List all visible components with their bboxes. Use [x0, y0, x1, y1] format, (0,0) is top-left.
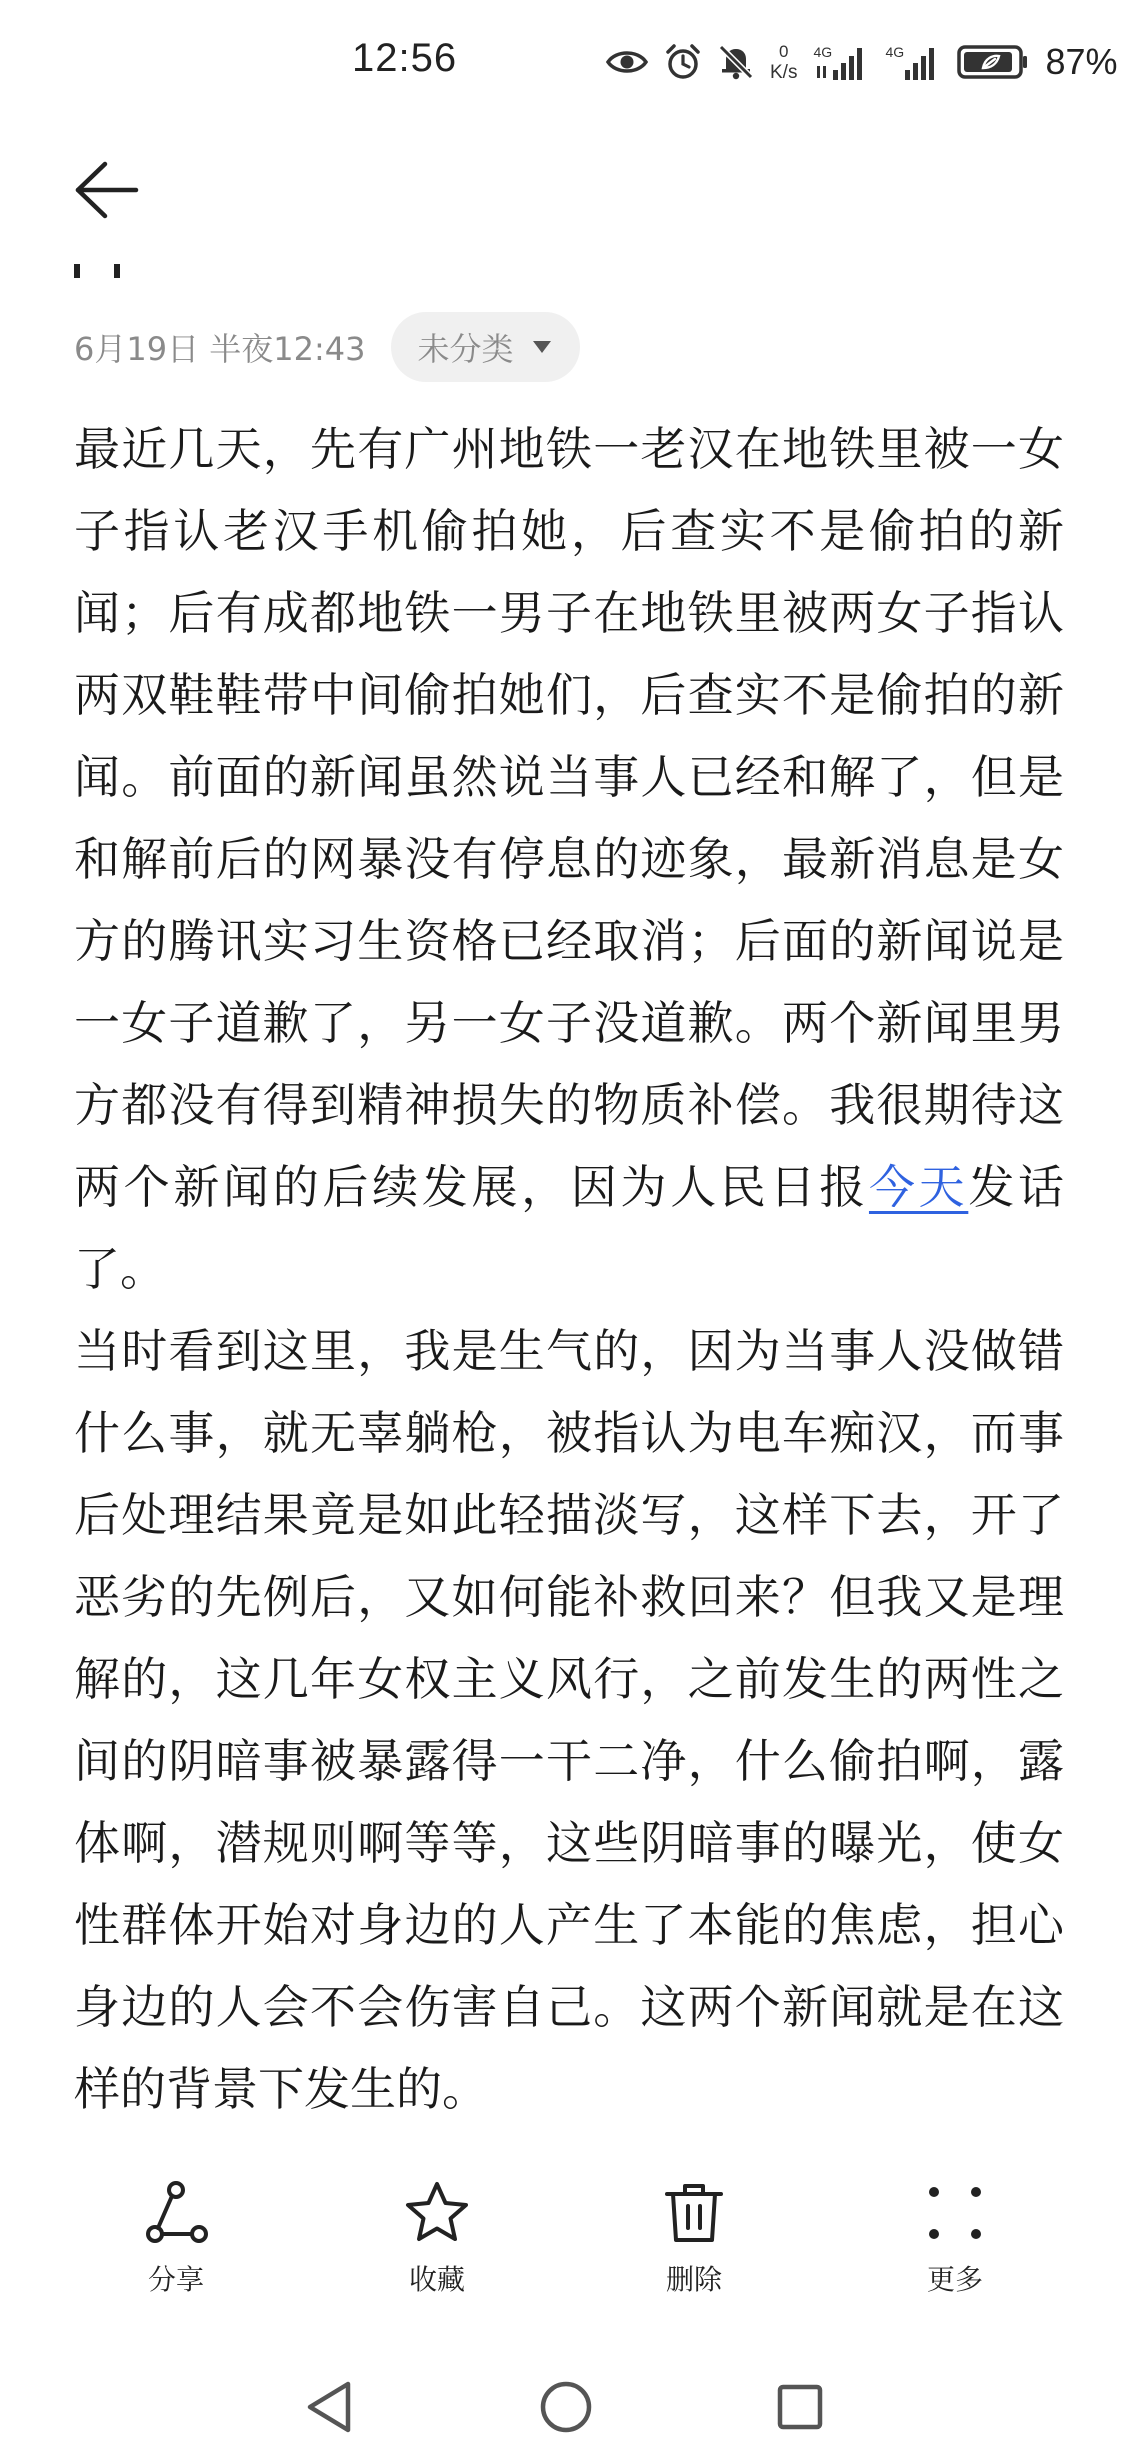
system-nav-bar: [0, 2360, 1133, 2453]
note-body[interactable]: [74, 408, 1064, 2130]
nav-home-circle-icon: [538, 2379, 594, 2435]
signal-icon-sim2: [885, 42, 941, 82]
paragraph-1-text-end: 发话了。: [74, 1160, 1065, 1296]
more-button[interactable]: [875, 2178, 1035, 2298]
network-speed: [770, 43, 797, 82]
sim1-network-tag: 4G: [813, 44, 833, 60]
signal-icon-sim1: [813, 42, 869, 82]
more-dots-icon: [920, 2178, 990, 2248]
note-paragraph-2: 当时看到这里，我是生气的，因为当事人没做错什么事，就无辜躺枪，被指认为电车痴汉，而事后处理结果竟是如此轻描淡写，这样下去，开了恶劣的先例后，又如何能补救回来？但我又是理解的，这几年女权主义风行，之前发生的两性之间的阴暗事被暴露得一干二净，什么偷拍啊，露体啊，潜规则啊等等，这些阴暗事的曝光，使女性群体开始对身边的人产生了本能的焦虑，担心身边的人会不会伤害自己。这两个新闻就是在这样的背景下发生的。: [74, 1324, 1064, 2116]
date-link[interactable]: 今天: [868, 1160, 969, 1214]
network-speed-unit: K/s: [770, 61, 798, 83]
category-selector[interactable]: [391, 312, 579, 382]
favorite-label: 收藏: [408, 2263, 465, 2296]
paragraph-1-text: 最近几天，先有广州地铁一老汉在地铁里被一女子指认老汉手机偷拍她，后查实不是偷拍的新闻；后有成都地铁一男子在地铁里被两女子指认两双鞋鞋带中间偷拍她们，后查实不是偷拍的新闻。前面的新闻虽然说当事人已经和解了，但是和解前后的网暴没有停息的迹象，最新消息是女方的腾讯实习生资格已经取消；后面的新闻说是一女子道歉了，另一女子没道歉。两个新闻里男方都没有得到精神损失的物质补偿。我很期待这两个新闻的后续发展，因为人民日报: [74, 422, 1064, 1214]
share-icon: [141, 2178, 211, 2248]
back-button[interactable]: [68, 152, 144, 228]
status-bar: [0, 0, 1133, 130]
battery-icon: [957, 44, 1029, 80]
trash-icon: [659, 2178, 729, 2248]
nav-recents-button[interactable]: [765, 2372, 835, 2442]
sim2-network-tag: 4G: [885, 44, 905, 60]
favorite-button[interactable]: [357, 2178, 517, 2298]
status-icons: [606, 40, 1118, 84]
battery-percent: 87%: [1045, 41, 1118, 82]
category-label: 未分类: [417, 330, 514, 368]
nav-recents-square-icon: [775, 2382, 825, 2432]
delete-label: 删除: [665, 2263, 722, 2296]
bell-off-icon: [718, 43, 754, 81]
nav-back-triangle-icon: [304, 2379, 354, 2435]
nav-back-button[interactable]: [294, 2372, 364, 2442]
more-label: 更多: [926, 2263, 983, 2296]
note-paragraph-1: [74, 408, 1064, 1310]
dropdown-triangle-icon: [532, 340, 552, 354]
network-speed-value: 0: [778, 41, 789, 61]
star-icon: [402, 2178, 472, 2248]
nav-home-button[interactable]: [531, 2372, 601, 2442]
status-time: 12:56: [352, 36, 458, 80]
share-button[interactable]: [96, 2178, 256, 2298]
share-label: 分享: [147, 2263, 204, 2296]
note-meta: [74, 312, 580, 382]
note-title-clipped: [74, 264, 128, 280]
delete-button[interactable]: [614, 2178, 774, 2298]
bottom-toolbar: [0, 2178, 1133, 2328]
note-date: 6月19日 半夜12:43: [74, 330, 366, 368]
alarm-icon: [664, 43, 702, 81]
back-arrow-icon: [73, 160, 139, 220]
eye-icon: [606, 47, 648, 77]
